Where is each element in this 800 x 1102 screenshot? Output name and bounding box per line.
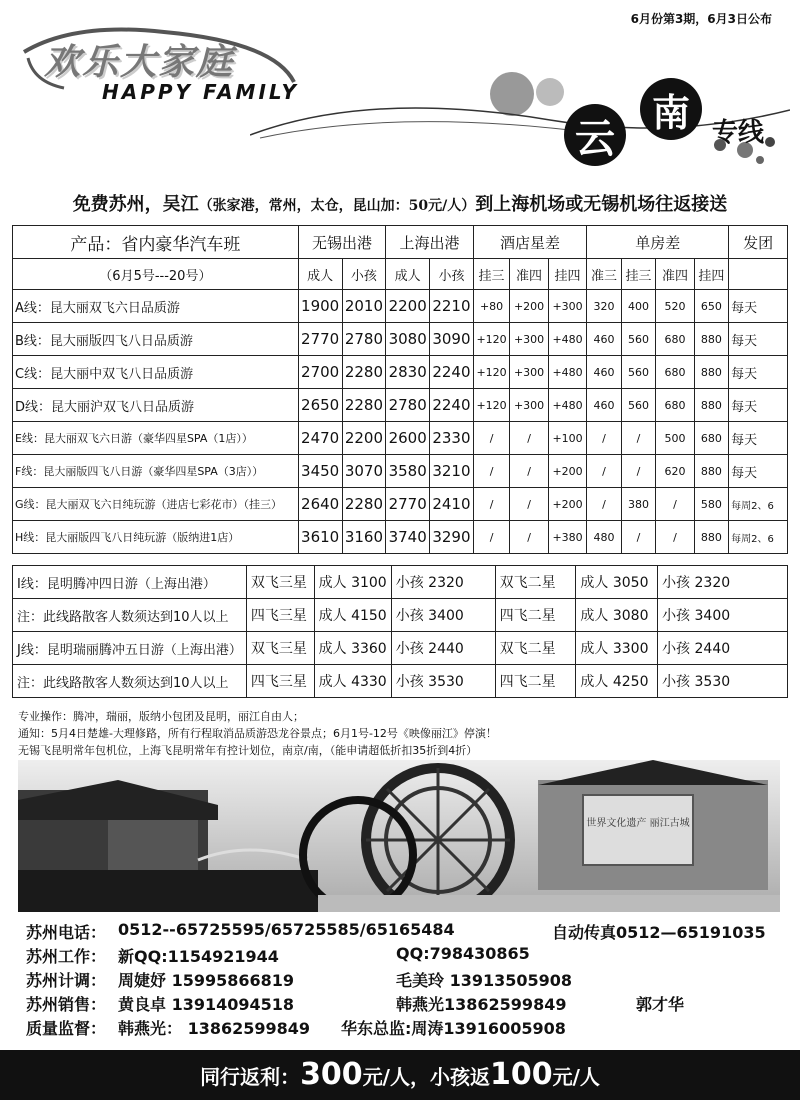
price-cell: 2470 xyxy=(298,422,342,455)
price-cell: 3080 xyxy=(386,323,430,356)
price-cell: 3580 xyxy=(386,455,430,488)
route-price-cell: 成人 3360 xyxy=(314,632,391,665)
departure-cell: 每周2、6 xyxy=(729,488,788,521)
price-cell: / xyxy=(510,455,549,488)
route-name: C线：昆大丽中双飞八日品质游 xyxy=(13,356,299,389)
route-price-cell: 小孩 3400 xyxy=(391,599,495,632)
price-cell: 2700 xyxy=(298,356,342,389)
price-cell: 460 xyxy=(587,323,621,356)
price-cell: 2280 xyxy=(342,356,386,389)
price-cell: / xyxy=(587,422,621,455)
work-qq-1: 新QQ:1154921944 xyxy=(118,947,279,966)
price-cell: +200 xyxy=(548,455,587,488)
route-name: F线：昆大丽版四飞八日游（豪华四星SPA（3店）） xyxy=(13,455,299,488)
route-price-cell: 成人 3080 xyxy=(576,599,658,632)
price-cell: 680 xyxy=(656,389,695,422)
route-label: 注：此线路散客人数须达到10人以上 xyxy=(13,665,247,698)
price-cell: 2240 xyxy=(430,389,474,422)
price-cell: 2210 xyxy=(430,290,474,323)
price-cell: / xyxy=(656,521,695,554)
price-cell: +100 xyxy=(548,422,587,455)
special-line-label: 专线 xyxy=(712,118,765,148)
price-cell: +380 xyxy=(548,521,587,554)
price-cell: 560 xyxy=(621,323,655,356)
route-rows xyxy=(13,290,788,554)
table-row xyxy=(13,599,788,632)
note-line: 专业操作：腾冲，瑞丽，版纳小包团及昆明，丽江自由人； xyxy=(18,710,304,723)
price-cell: +300 xyxy=(510,356,549,389)
table-row xyxy=(13,455,788,488)
subheader-cell: 准四 xyxy=(510,259,549,290)
contact-row xyxy=(26,944,786,968)
route-price-cell: 四飞三星 xyxy=(246,599,314,632)
price-cell: +480 xyxy=(548,356,587,389)
price-cell: 460 xyxy=(587,356,621,389)
route-label: I线：昆明腾冲四日游（上海出港） xyxy=(13,566,247,599)
price-cell: 380 xyxy=(621,488,655,521)
table-row xyxy=(13,290,788,323)
route-price-cell: 四飞二星 xyxy=(495,599,576,632)
price-cell: 580 xyxy=(694,488,728,521)
route-price-cell: 双飞三星 xyxy=(246,566,314,599)
route-price-cell: 双飞二星 xyxy=(495,566,576,599)
subheader-cell: 成人 xyxy=(298,259,342,290)
table-row xyxy=(13,389,788,422)
table-row xyxy=(13,356,788,389)
departure-cell: 每天 xyxy=(729,323,788,356)
price-cell: 3450 xyxy=(298,455,342,488)
subheader-cell: 挂三 xyxy=(473,259,509,290)
price-cell: 3740 xyxy=(386,521,430,554)
price-cell: +120 xyxy=(473,356,509,389)
price-cell: 2650 xyxy=(298,389,342,422)
price-cell: / xyxy=(587,488,621,521)
rebate-adult-amount: 300 xyxy=(300,1057,363,1092)
lijiang-photo xyxy=(18,760,780,912)
price-cell: / xyxy=(621,455,655,488)
route-label: 注：此线路散客人数须达到10人以上 xyxy=(13,599,247,632)
price-cell: 880 xyxy=(694,455,728,488)
route-name: A线：昆大丽双飞六日品质游 xyxy=(13,290,299,323)
subheader-cell: 挂四 xyxy=(694,259,728,290)
table-subheader-row xyxy=(13,259,788,290)
route-price-cell: 小孩 3400 xyxy=(658,599,788,632)
route-name: H线：昆大丽版四飞八日纯玩游（版纳进1店） xyxy=(13,521,299,554)
group-header: 无锡出港 xyxy=(298,226,386,259)
table-row xyxy=(13,422,788,455)
price-cell: / xyxy=(473,521,509,554)
price-cell: 460 xyxy=(587,389,621,422)
subheader-cell: 成人 xyxy=(386,259,430,290)
table-row xyxy=(13,323,788,356)
price-cell: +120 xyxy=(473,389,509,422)
dispatch-1: 周婕妤 15995866819 xyxy=(118,971,295,990)
price-cell: 3210 xyxy=(430,455,474,488)
route-price-cell: 双飞三星 xyxy=(246,632,314,665)
route-name: E线：昆大丽双飞六日游（豪华四星SPA（1店）） xyxy=(13,422,299,455)
price-cell: +200 xyxy=(548,488,587,521)
route-price-cell: 小孩 3530 xyxy=(391,665,495,698)
group-header: 单房差 xyxy=(587,226,729,259)
qc-label: 质量监督： xyxy=(26,1019,107,1038)
price-cell: 2240 xyxy=(430,356,474,389)
price-cell: 500 xyxy=(656,422,695,455)
departure-cell: 每天 xyxy=(729,389,788,422)
price-cell: 560 xyxy=(621,356,655,389)
price-cell: / xyxy=(473,488,509,521)
route-price-cell: 成人 3050 xyxy=(576,566,658,599)
extra-route-rows xyxy=(13,566,788,698)
route-price-cell: 小孩 2320 xyxy=(391,566,495,599)
price-cell: 400 xyxy=(621,290,655,323)
price-cell: +300 xyxy=(548,290,587,323)
sales-label: 苏州销售： xyxy=(26,995,107,1014)
price-cell: 3610 xyxy=(298,521,342,554)
price-cell: 650 xyxy=(694,290,728,323)
contact-row xyxy=(26,1016,786,1040)
price-cell: / xyxy=(510,521,549,554)
price-cell: 3070 xyxy=(342,455,386,488)
group-header: 酒店星差 xyxy=(473,226,586,259)
price-cell: / xyxy=(656,488,695,521)
table-row xyxy=(13,521,788,554)
price-cell: 2010 xyxy=(342,290,386,323)
price-cell: 880 xyxy=(694,521,728,554)
price-cell: 2780 xyxy=(386,389,430,422)
route-price-cell: 成人 3300 xyxy=(576,632,658,665)
price-cell: 3160 xyxy=(342,521,386,554)
route-price-cell: 四飞二星 xyxy=(495,665,576,698)
issue-info: 6月份第3期，6月3日公布 xyxy=(630,12,772,26)
price-cell: +120 xyxy=(473,323,509,356)
departure-cell: 每天 xyxy=(729,422,788,455)
departure-cell: 每周2、6 xyxy=(729,521,788,554)
price-cell: +300 xyxy=(510,323,549,356)
sales-2: 韩燕光13862599849 xyxy=(396,995,567,1014)
price-cell: 2200 xyxy=(386,290,430,323)
route-price-cell: 成人 3100 xyxy=(314,566,391,599)
work-label: 苏州工作： xyxy=(26,947,107,966)
subheader-cell: 小孩 xyxy=(342,259,386,290)
dispatch-2: 毛美玲 13913505908 xyxy=(396,971,573,990)
group-header: 发团 xyxy=(729,226,788,259)
price-cell: 680 xyxy=(656,356,695,389)
table-row xyxy=(13,665,788,698)
price-cell: 520 xyxy=(656,290,695,323)
price-cell: +80 xyxy=(473,290,509,323)
price-cell: 2410 xyxy=(430,488,474,521)
contact-row xyxy=(26,968,786,992)
price-cell: 680 xyxy=(694,422,728,455)
route-label: J线：昆明瑞丽腾冲五日游（上海出港） xyxy=(13,632,247,665)
logo-english-text: HAPPY FAMILY xyxy=(102,80,299,104)
note-line: 无锡飞昆明常年包机位，上海飞昆明常年有控计划位，南京/南，（能申请超低折扣35折到4折） xyxy=(18,744,478,757)
price-cell: 1900 xyxy=(298,290,342,323)
shuttle-text-2: （张家港，常州，太仓，昆山加：50元/人） xyxy=(198,198,476,214)
route-price-cell: 四飞三星 xyxy=(246,665,314,698)
subheader-cell: 准四 xyxy=(656,259,695,290)
table-row xyxy=(13,566,788,599)
departure-cell: 每天 xyxy=(729,356,788,389)
route-price-cell: 小孩 2440 xyxy=(658,632,788,665)
route-price-cell: 小孩 3530 xyxy=(658,665,788,698)
price-cell: 560 xyxy=(621,389,655,422)
price-cell: / xyxy=(473,455,509,488)
gate-inscription: 世界文化遗产 丽江古城 xyxy=(586,818,690,829)
table-row xyxy=(13,632,788,665)
price-cell: +480 xyxy=(548,389,587,422)
rebate-text-2: 元/人，小孩返 xyxy=(362,1065,490,1089)
contacts xyxy=(26,920,786,1040)
rebate-text-1: 同行返利： xyxy=(200,1065,301,1089)
price-cell: / xyxy=(587,455,621,488)
subheader-cell: 准三 xyxy=(587,259,621,290)
qc-1: 韩燕光： 13862599849 xyxy=(118,1019,311,1038)
price-cell: 2600 xyxy=(386,422,430,455)
price-cell: 3290 xyxy=(430,521,474,554)
price-cell: +200 xyxy=(510,290,549,323)
price-cell: 2830 xyxy=(386,356,430,389)
route-price-cell: 小孩 2320 xyxy=(658,566,788,599)
sales-1: 黄良卓 13914094518 xyxy=(118,995,295,1014)
decorative-swirl xyxy=(250,50,790,180)
table-header-row xyxy=(13,226,788,259)
contact-row xyxy=(26,992,786,1016)
rebate-text-3: 元/人 xyxy=(552,1065,600,1089)
group-header: 上海出港 xyxy=(386,226,474,259)
notes xyxy=(18,708,497,759)
table-row xyxy=(13,488,788,521)
price-cell: / xyxy=(621,521,655,554)
price-cell: 2770 xyxy=(386,488,430,521)
price-cell: 2280 xyxy=(342,389,386,422)
price-cell: / xyxy=(621,422,655,455)
price-cell: 680 xyxy=(656,323,695,356)
price-table xyxy=(12,225,788,554)
price-cell: +480 xyxy=(548,323,587,356)
extra-routes-table xyxy=(12,565,788,698)
route-name: B线：昆大丽版四飞八日品质游 xyxy=(13,323,299,356)
note-line: 通知：5月4日楚雄-大理修路，所有行程取消品质游恐龙谷景点；6月1号-12号《映像丽江》停演！ xyxy=(18,727,497,740)
logo-chinese-text: 欢乐大家庭 xyxy=(44,42,235,83)
route-name: G线：昆大丽双飞六日纯玩游（进店七彩花市）（挂三） xyxy=(13,488,299,521)
price-cell: 2330 xyxy=(430,422,474,455)
price-cell: +300 xyxy=(510,389,549,422)
rebate-child-amount: 100 xyxy=(490,1057,553,1092)
route-price-cell: 小孩 2440 xyxy=(391,632,495,665)
shuttle-text-3: 到上海机场或无锡机场往返接送 xyxy=(475,194,728,215)
fax-number: 自动传真0512—65191035 xyxy=(552,923,766,942)
dispatch-label: 苏州计调： xyxy=(26,971,107,990)
contact-row xyxy=(26,920,786,944)
subheader-cell: 小孩 xyxy=(430,259,474,290)
work-qq-2: QQ:798430865 xyxy=(396,944,530,963)
price-cell: 2280 xyxy=(342,488,386,521)
route-name: D线：昆大丽沪双飞八日品质游 xyxy=(13,389,299,422)
price-cell: 620 xyxy=(656,455,695,488)
product-dates: （6月5号---20号） xyxy=(13,259,299,290)
yunnan-yun-char: 云 xyxy=(564,104,626,166)
price-cell: 880 xyxy=(694,356,728,389)
departure-cell: 每天 xyxy=(729,290,788,323)
price-cell: 320 xyxy=(587,290,621,323)
yunnan-nan-char: 南 xyxy=(640,78,702,140)
price-cell: 2200 xyxy=(342,422,386,455)
price-cell: 2770 xyxy=(298,323,342,356)
tel-label: 苏州电话： xyxy=(26,923,107,942)
subheader-cell: 挂三 xyxy=(621,259,655,290)
shuttle-text-1: 免费苏州，吴江 xyxy=(72,194,199,215)
route-price-cell: 成人 4150 xyxy=(314,599,391,632)
rebate-footer xyxy=(0,1050,800,1100)
route-price-cell: 双飞二星 xyxy=(495,632,576,665)
tel-numbers: 0512--65725595/65725585/65165484 xyxy=(118,920,455,939)
qc-2: 华东总监:周涛13916005908 xyxy=(341,1019,566,1038)
price-cell: / xyxy=(510,488,549,521)
route-price-cell: 成人 4330 xyxy=(314,665,391,698)
price-cell: 480 xyxy=(587,521,621,554)
price-cell: / xyxy=(473,422,509,455)
subheader-cell xyxy=(729,259,788,290)
shuttle-banner xyxy=(0,190,800,216)
product-title: 产品：省内豪华汽车班 xyxy=(13,226,299,259)
price-cell: 880 xyxy=(694,389,728,422)
price-cell: 2780 xyxy=(342,323,386,356)
price-cell: 3090 xyxy=(430,323,474,356)
route-price-cell: 成人 4250 xyxy=(576,665,658,698)
price-cell: 2640 xyxy=(298,488,342,521)
sales-3: 郭才华 xyxy=(636,995,685,1014)
subheader-cell: 挂四 xyxy=(548,259,587,290)
price-cell: 880 xyxy=(694,323,728,356)
price-cell: / xyxy=(510,422,549,455)
departure-cell: 每天 xyxy=(729,455,788,488)
